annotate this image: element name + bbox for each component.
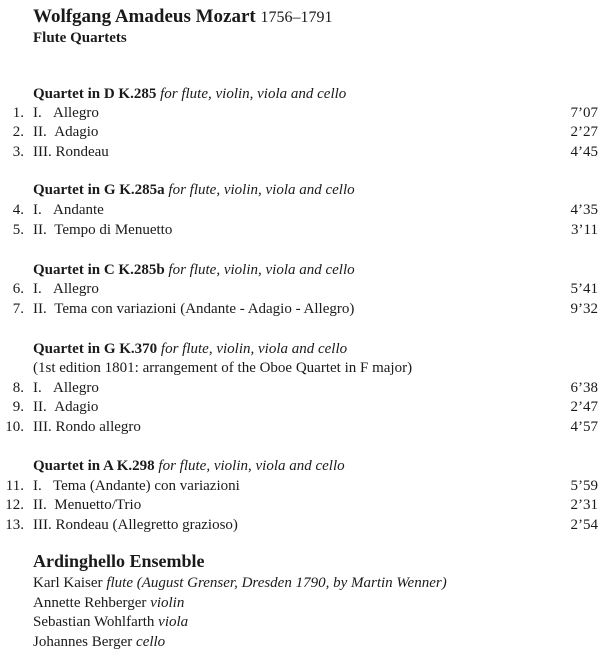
track-row — [0, 380, 598, 400]
track-row — [0, 281, 598, 301]
composer-name: Wolfgang Amadeus Mozart — [33, 6, 256, 27]
track-number: 13. — [5, 517, 24, 533]
track-duration: 2’54 — [570, 517, 598, 533]
movement-title: II. Tempo di Menuetto — [33, 222, 173, 238]
track-duration: 4’35 — [570, 202, 598, 218]
performer-instrument: violin — [150, 595, 185, 611]
movement-title: II. Tema con variazioni (Andante - Adagio - Allegro) — [33, 301, 355, 317]
performer-line — [33, 595, 184, 612]
track-row — [0, 301, 598, 321]
movement-title: III. Rondo allegro — [33, 419, 141, 435]
work-instrumentation: for flute, violin, viola and cello — [168, 182, 355, 198]
track-duration: 5’59 — [570, 478, 598, 494]
performer-instrument: cello — [136, 634, 166, 650]
track-number: 4. — [12, 202, 24, 218]
track-row — [0, 124, 598, 144]
track-row — [0, 419, 598, 439]
work-header — [33, 262, 355, 279]
track-duration: 6’38 — [570, 380, 598, 396]
work-title: Quartet in G K.370 — [33, 341, 158, 357]
performer-instrument: flute (August Grenser, Dresden 1790, by Martin Wenner) — [106, 575, 447, 591]
track-duration: 5’41 — [570, 281, 598, 297]
movement-title: II. Adagio — [33, 124, 99, 140]
work-header — [33, 458, 345, 475]
work-title: Quartet in D K.285 — [33, 86, 157, 102]
movement-title: I. Allegro — [33, 105, 99, 121]
movement-title: I. Andante — [33, 202, 104, 218]
track-number: 11. — [5, 478, 24, 494]
track-duration: 2’27 — [570, 124, 598, 140]
track-row — [0, 144, 598, 164]
track-duration: 4’57 — [570, 419, 598, 435]
performer-name: Sebastian Wohlfarth — [33, 614, 155, 630]
work-header — [33, 182, 355, 199]
movement-title: II. Adagio — [33, 399, 99, 415]
performer-instrument: viola — [158, 614, 189, 630]
track-row — [0, 517, 598, 537]
track-number: 9. — [12, 399, 24, 415]
performer-name: Johannes Berger — [33, 634, 133, 650]
track-row — [0, 105, 598, 125]
track-duration: 9’32 — [570, 301, 598, 317]
track-number: 12. — [5, 497, 24, 513]
track-duration: 7’07 — [570, 105, 598, 121]
movement-title: I. Allegro — [33, 281, 99, 297]
work-instrumentation: for flute, violin, viola and cello — [158, 458, 345, 474]
work-note: (1st edition 1801: arrangement of the Oboe Quartet in F major) — [33, 360, 413, 376]
track-number: 2. — [12, 124, 24, 140]
work-instrumentation: for flute, violin, viola and cello — [168, 262, 355, 278]
movement-title: I. Tema (Andante) con variazioni — [33, 478, 240, 494]
work-header — [33, 341, 347, 358]
track-duration: 4’45 — [570, 144, 598, 160]
performer-name: Karl Kaiser — [33, 575, 103, 591]
track-number: 3. — [12, 144, 24, 160]
performer-line — [33, 634, 165, 651]
movement-title: III. Rondeau — [33, 144, 109, 160]
performer-line — [33, 575, 447, 592]
composer-dates: 1756–1791 — [260, 9, 333, 26]
movement-title: III. Rondeau (Allegretto grazioso) — [33, 517, 238, 533]
ensemble-name: Ardinghello Ensemble — [33, 551, 205, 571]
work-instrumentation: for flute, violin, viola and cello — [160, 86, 347, 102]
track-duration: 3’11 — [571, 222, 598, 238]
work-title: Quartet in A K.298 — [33, 458, 155, 474]
performer-name: Annette Rehberger — [33, 595, 147, 611]
track-row — [0, 222, 598, 242]
track-number: 10. — [5, 419, 24, 435]
track-number: 6. — [12, 281, 24, 297]
track-duration: 2’47 — [570, 399, 598, 415]
track-duration: 2’31 — [570, 497, 598, 513]
track-number: 7. — [12, 301, 24, 317]
track-row — [0, 399, 598, 419]
work-title: Quartet in C K.285b — [33, 262, 165, 278]
album-subtitle: Flute Quartets — [33, 30, 127, 46]
track-row — [0, 497, 598, 517]
track-number: 5. — [12, 222, 24, 238]
movement-title: II. Menuetto/Trio — [33, 497, 142, 513]
performer-line — [33, 614, 188, 631]
composer-line — [33, 6, 332, 28]
work-title: Quartet in G K.285a — [33, 182, 165, 198]
track-number: 8. — [12, 380, 24, 396]
movement-title: I. Allegro — [33, 380, 99, 396]
work-instrumentation: for flute, violin, viola and cello — [160, 341, 348, 357]
track-number: 1. — [12, 105, 24, 121]
track-row — [0, 478, 598, 498]
track-row — [0, 202, 598, 222]
work-header — [33, 86, 346, 103]
